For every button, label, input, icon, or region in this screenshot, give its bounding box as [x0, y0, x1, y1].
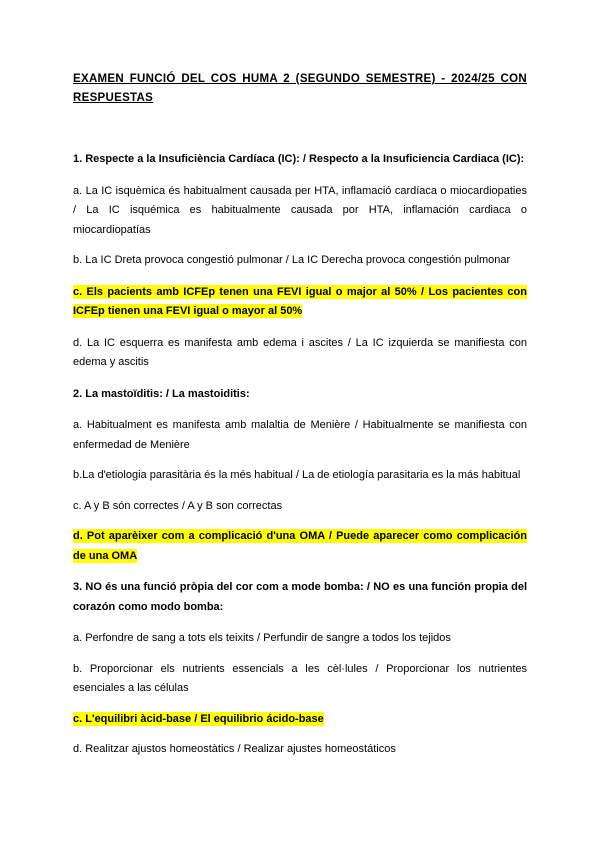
document-page — [73, 70, 527, 760]
question-1-option-d: d. La IC esquerra es manifesta amb edema i ascites / La IC izquierda se manifiesta con edema y ascitis — [73, 336, 527, 368]
question-1-prompt: 1. Respecte a la Insuficiència Cardíaca (IC): / Respecto a la Insuficiencia Cardiaca (IC): — [73, 153, 525, 165]
question-3-option-a: a. Perfondre de sang a tots els teixits / Perfundir de sangre a todos los tejidos — [73, 632, 451, 644]
question-1-option-b: b. La IC Dreta provoca congestió pulmonar / La IC Derecha provoca congestión pulmonar — [73, 254, 511, 266]
question-2-prompt: 2. La mastoïditis: / La mastoiditis: — [73, 387, 250, 400]
question-3-option-c-correct — [73, 710, 527, 730]
question-2-option-c: c. A y B són correctes / A y B son correctas — [73, 499, 283, 512]
document-title: EXAMEN FUNCIÓ DEL COS HUMA 2 (SEGUNDO SEMESTRE) - 2024/25 CON RESPUESTAS — [73, 73, 527, 104]
correct-answer-highlight: c. Els pacients amb ICFEp tenen una FEVI igual o major al 50% / Los pacientes con ICFEp tienen una FEVI igual o mayor al 50% — [73, 285, 527, 317]
question-3-option-d: d. Realitzar ajustos homeostàtics / Realizar ajustes homeostáticos — [73, 743, 396, 755]
question-3-option-b: b. Proporcionar els nutrients essencials a les cèl·lules / Proporcionar los nutrientes esenciales a las células — [73, 662, 527, 694]
question-1-option-a: a. La IC isquèmica és habitualment causada per HTA, inflamació cardíaca o miocardiopaties / La IC isquémica es habitualmente causada por HTA, inflamación cardiaca o miocardiopatías — [73, 184, 527, 236]
question-3-prompt: 3. NO és una funció pròpia del cor com a mode bomba: / NO es una función propia del corazón como modo bomba: — [73, 581, 527, 613]
correct-answer-highlight: d. Pot aparèixer com a complicació d'una OMA / Puede aparecer como complicación de una OMA — [73, 530, 527, 562]
question-2-option-a: a. Habitualment es manifesta amb malaltia de Menière / Habitualmente se manifiesta con enfermedad de Menière — [73, 419, 527, 451]
question-2-option-d-correct — [73, 527, 527, 566]
question-2-option-b: b.La d'etiologia parasitària és la més habitual / La de etiología parasitaria es la más habitual — [73, 469, 521, 481]
correct-answer-highlight: c. L'equilibri àcid-base / El equilibrio ácido-base — [73, 712, 324, 725]
question-1-option-c-correct — [73, 283, 527, 322]
